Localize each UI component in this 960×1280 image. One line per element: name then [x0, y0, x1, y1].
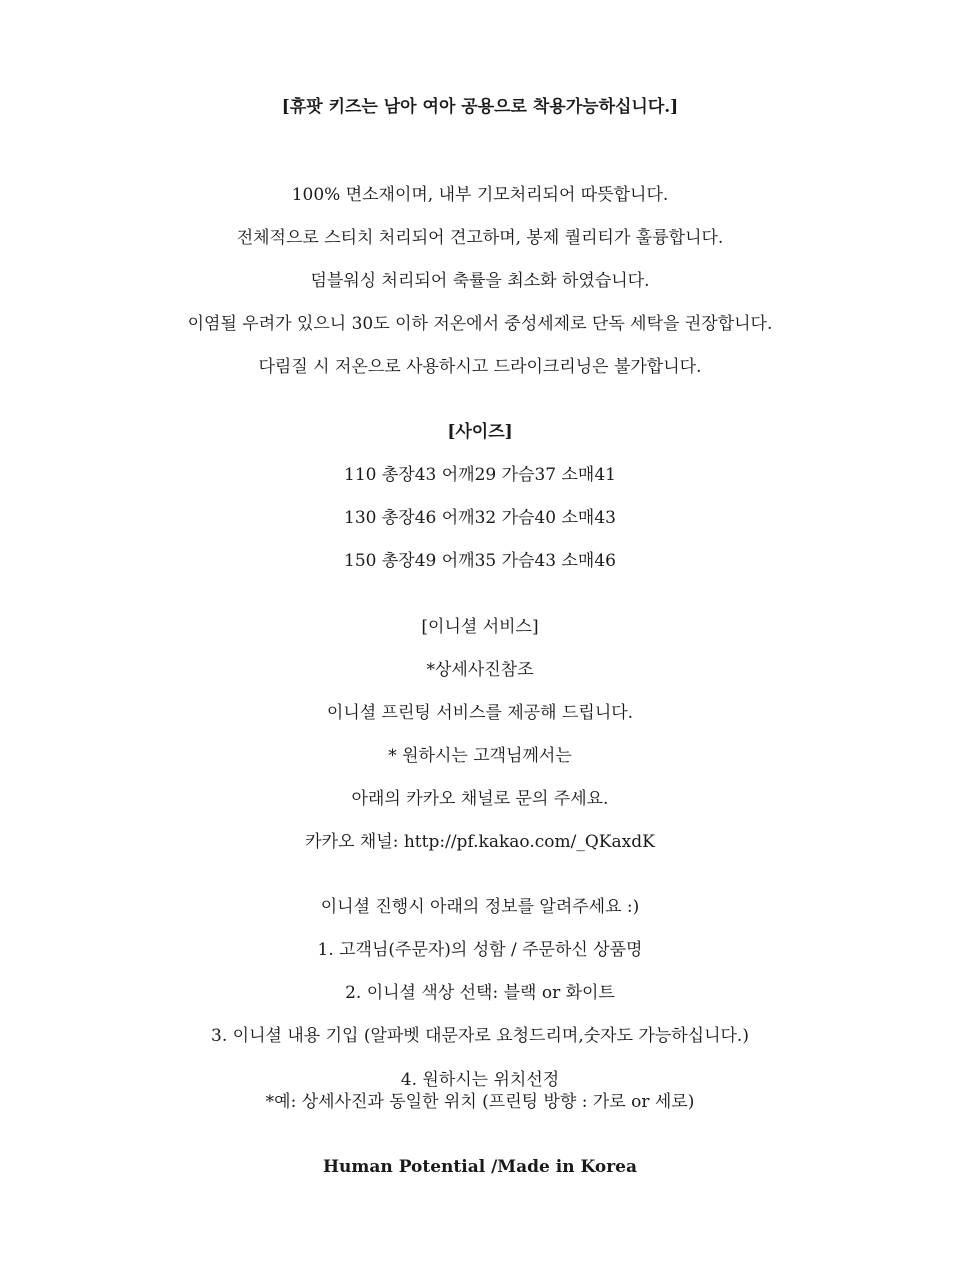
description-line-3: 덤블워싱 처리되어 축률을 최소화 하였습니다. [310, 271, 650, 291]
initial-service-line-3: 아래의 카카오 채널로 문의 주세요. [351, 789, 609, 809]
kakao-channel-link[interactable]: 카카오 채널: http://pf.kakao.com/_QKaxdK [305, 832, 655, 852]
description-line-1: 100% 면소재이며, 내부 기모처리되어 따뜻합니다. [291, 185, 669, 205]
size-row-150: 150 총장49 어깨35 가슴43 소매46 [344, 551, 616, 571]
initial-service-line-2: * 원하시는 고객님께서는 [388, 746, 572, 766]
footer-brand: Human Potential /Made in Korea [322, 1157, 638, 1177]
initial-service-line-1: 이니셜 프린팅 서비스를 제공해 드립니다. [326, 703, 634, 723]
initial-service-heading: [이니셜 서비스] [421, 617, 539, 637]
description-line-5: 다림질 시 저온으로 사용하시고 드라이크리닝은 불가합니다. [258, 357, 702, 377]
size-row-110: 110 총장43 어깨29 가슴37 소매41 [344, 465, 616, 485]
description-line-4: 이염될 우려가 있으니 30도 이하 저온에서 중성세제로 단독 세탁을 권장합니다. [187, 314, 773, 334]
initial-step-1: 1. 고객님(주문자)의 성함 / 주문하신 상품명 [317, 940, 643, 960]
description-line-2: 전체적으로 스티치 처리되어 견고하며, 봉제 퀄리티가 훌륭합니다. [236, 228, 724, 248]
initial-step-4: 4. 원하시는 위치선정 [400, 1070, 560, 1090]
initial-step-example: *예: 상세사진과 동일한 위치 (프린팅 방향 : 가로 or 세로) [265, 1092, 695, 1112]
initial-service-note: *상세사진참조 [426, 660, 534, 680]
size-row-130: 130 총장46 어깨32 가슴40 소매43 [344, 508, 616, 528]
initial-step-3: 3. 이니셜 내용 기입 (알파벳 대문자로 요청드리며,숫자도 가능하십니다.) [211, 1026, 749, 1046]
page-title: [휴팟 키즈는 남아 여아 공용으로 착용가능하십니다.] [281, 97, 679, 117]
initial-info-heading: 이니셜 진행시 아래의 정보를 알려주세요 :) [320, 897, 640, 917]
initial-step-2: 2. 이니셜 색상 선택: 블랙 or 화이트 [345, 983, 615, 1003]
size-heading: [사이즈] [447, 422, 513, 442]
